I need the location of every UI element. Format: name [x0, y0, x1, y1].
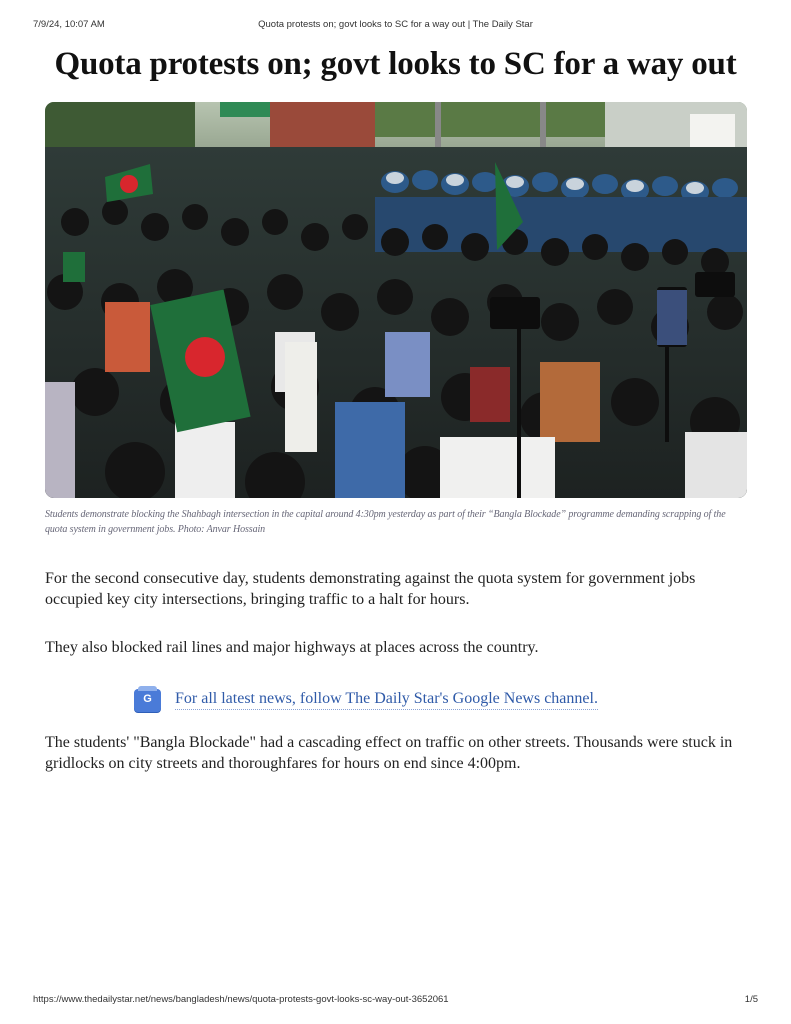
google-news-promo[interactable] — [134, 687, 598, 713]
photo-caption: Students demonstrate blocking the Shahbagh intersection in the capital around 4:30pm yesterday as part of their “Bangla Blockade” programme demanding scrapping of the quota system in government jobs. Photo: Anvar Hossain — [45, 509, 726, 535]
print-header — [33, 19, 758, 33]
article-paragraph: They also blocked rail lines and major highways at places across the country. — [45, 639, 539, 656]
print-datetime: 7/9/24, 10:07 AM — [33, 19, 105, 30]
google-news-icon: G — [134, 689, 161, 712]
print-footer — [33, 994, 758, 1008]
article-photo — [45, 102, 747, 498]
article-paragraph: For the second consecutive day, students demonstrating against the quota system for government jobs occupied key city intersections, bringing traffic to a halt for hours. — [45, 570, 696, 608]
article-headline: Quota protests on; govt looks to SC for a way out — [54, 46, 737, 82]
print-doc-title: Quota protests on; govt looks to SC for a way out | The Daily Star — [258, 19, 533, 30]
page-number: 1/5 — [744, 994, 758, 1005]
protest-photo-illustration — [45, 102, 747, 498]
article-paragraph: The students' "Bangla Blockade" had a cascading effect on traffic on other streets. Thousands were stuck in gridlocks on city streets and thoroughfares for hours on end since 4:00pm. — [45, 734, 733, 772]
google-news-follow-link[interactable]: For all latest news, follow The Daily Star's Google News channel. — [175, 690, 598, 710]
print-url: https://www.thedailystar.net/news/bangladesh/news/quota-protests-govt-looks-sc-way-out-3652061 — [33, 994, 449, 1005]
